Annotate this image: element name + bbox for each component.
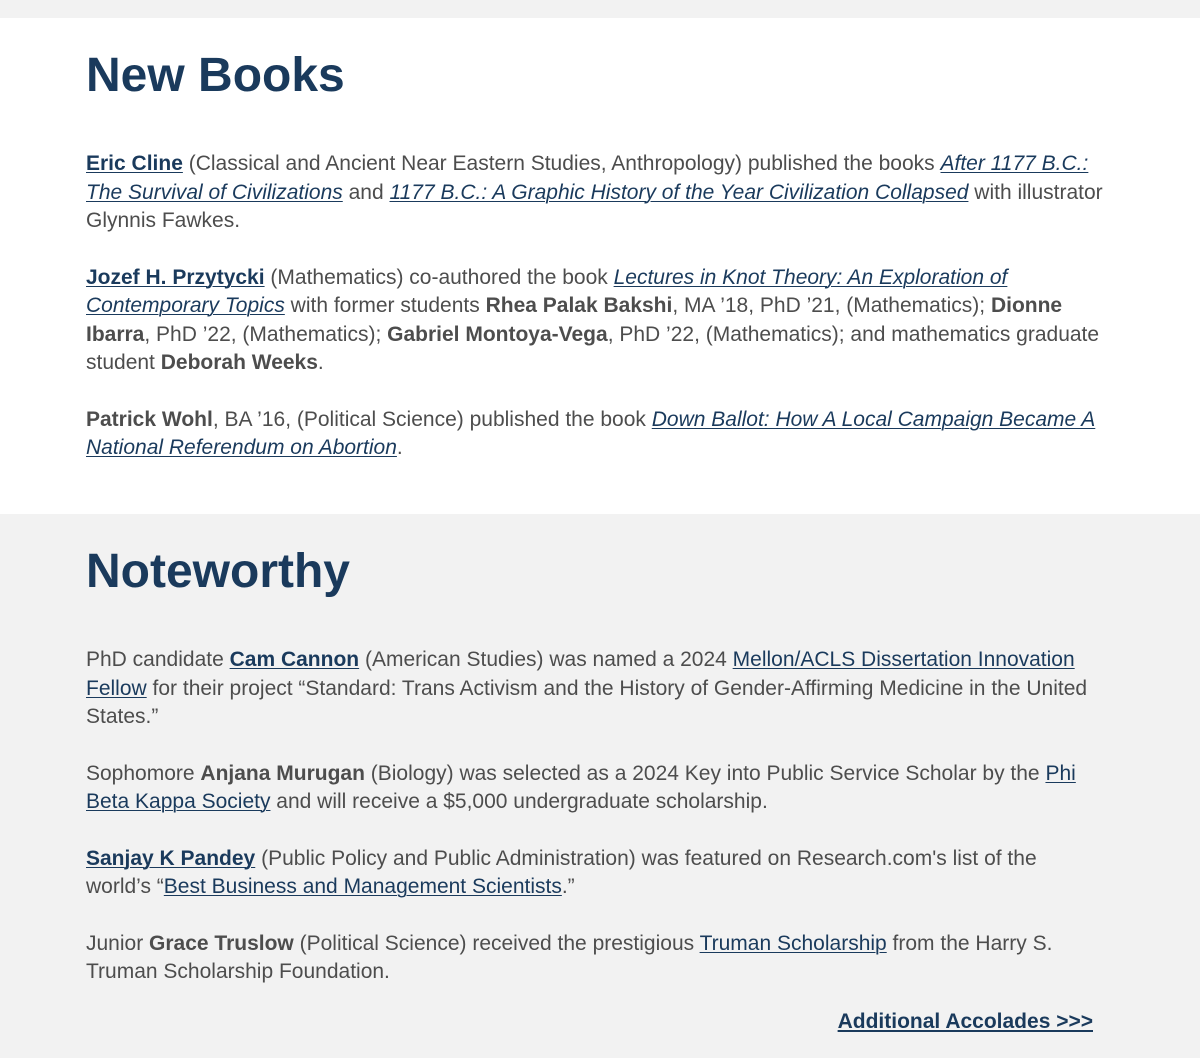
text: PhD candidate [86,648,230,671]
text: , PhD ’22, (Mathematics); and mathematics graduate student [86,322,1100,374]
text: (Political Science) received the prestigious [293,931,700,955]
author-name-patrick-wohl: Patrick Wohl [86,407,213,431]
book-entry-przytycki [86,264,1106,378]
noteworthy-section [0,514,1200,1058]
book-link-after-1177[interactable]: After 1177 B.C.: The Survival of Civilizations [86,152,1089,204]
name-anjana-murugan: Anjana Murugan [200,761,365,785]
text: with illustrator Glynnis Fawkes. [86,180,1103,232]
noteworthy-entry-cannon [86,646,1106,732]
text: , BA ’16, (Political Science) published the book [212,407,652,431]
top-strip [0,0,1200,18]
author-link-jozef-przytycki[interactable]: Jozef H. Przytycki [86,265,265,289]
additional-accolades-link[interactable]: Additional Accolades >>> [837,1010,1093,1033]
text: (Classical and Ancient Near Eastern Studies, Anthropology) published the books [182,152,941,175]
text: Sophomore [86,761,201,785]
student-name: Deborah Weeks [160,351,318,374]
noteworthy-heading: Noteworthy [86,545,350,598]
text: (Public Policy and Public Administration) was featured on Research.com's list of the world’s “ [86,846,1037,898]
name-link-sanjay-pandey[interactable]: Sanjay K Pandey [86,846,256,870]
link-truman-scholarship[interactable]: Truman Scholarship [699,931,887,955]
text: . [317,351,324,374]
text: (American Studies) was named a 2024 [359,648,733,671]
text: (Mathematics) co-authored the book [264,265,614,289]
student-name: Rhea Palak Bakshi [485,294,673,317]
book-entry-cline [86,150,1106,236]
noteworthy-entry-pandey [86,845,1106,902]
new-books-section [0,18,1200,514]
text: for their project “Standard: Trans Activism and the History of Gender-Affirming Medicine in the United States.” [86,676,1088,728]
link-mellon-acls-fellow[interactable]: Mellon/ACLS Dissertation Innovation Fellow [86,648,1075,700]
text: .” [561,875,575,898]
student-name: Gabriel Montoya-Vega [387,322,608,346]
book-link-knot-theory[interactable]: Lectures in Knot Theory: An Exploration of Contemporary Topics [86,265,1008,317]
text: . [396,436,403,459]
text: Junior [86,931,150,955]
book-link-down-ballot[interactable]: Down Ballot: How A Local Campaign Became A National Referendum on Abortion [86,407,1096,459]
link-best-business-scientists[interactable]: Best Business and Management Scientists [163,875,562,898]
author-link-eric-cline[interactable]: Eric Cline [86,152,183,175]
text: from the Harry S. Truman Scholarship Foundation. [86,931,1053,983]
text: and will receive a $5,000 undergraduate scholarship. [270,790,768,813]
name-link-cam-cannon[interactable]: Cam Cannon [229,648,360,671]
noteworthy-entry-truslow [86,930,1106,987]
text: , PhD ’22, (Mathematics); [144,322,388,346]
text: , MA ’18, PhD ’21, (Mathematics); [672,294,991,317]
book-entry-wohl [86,406,1106,463]
name-grace-truslow: Grace Truslow [149,931,294,955]
link-phi-beta-kappa[interactable]: Phi Beta Kappa Society [86,761,1076,813]
text: (Biology) was selected as a 2024 Key into Public Service Scholar by the [364,761,1046,785]
book-link-1177-graphic-history[interactable]: 1177 B.C.: A Graphic History of the Year Civilization Collapsed [389,180,969,204]
noteworthy-entry-murugan [86,760,1106,817]
new-books-heading: New Books [86,49,345,102]
text: and [342,180,390,204]
student-name: Dionne Ibarra [86,294,1063,346]
text: with former students [284,294,486,317]
